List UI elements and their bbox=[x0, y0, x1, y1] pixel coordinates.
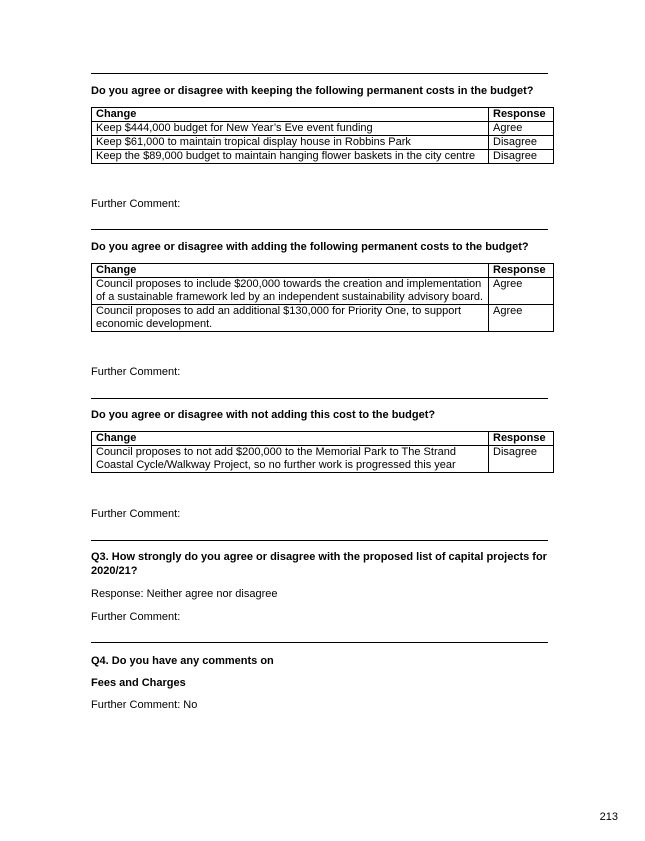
column-header-change: Change bbox=[92, 432, 489, 446]
table-row bbox=[92, 136, 554, 150]
section-divider bbox=[91, 229, 548, 230]
section3-table bbox=[91, 431, 554, 473]
section-divider bbox=[91, 642, 548, 643]
change-cell: Council proposes to add an additional $130,000 for Priority One, to support economic development. bbox=[92, 305, 489, 332]
q3-question: Q3. How strongly do you agree or disagree with the proposed list of capital projects for 2020/21? bbox=[91, 551, 547, 577]
response-cell: Agree bbox=[489, 278, 554, 305]
response-cell: Disagree bbox=[489, 150, 554, 164]
change-cell: Keep $444,000 budget for New Year’s Eve event funding bbox=[92, 122, 489, 136]
column-header-response: Response bbox=[489, 432, 554, 446]
q4-subheading: Fees and Charges bbox=[91, 677, 186, 689]
section2-question: Do you agree or disagree with adding the following permanent costs to the budget? bbox=[91, 241, 529, 253]
table-header-row bbox=[92, 264, 554, 278]
section2-table bbox=[91, 263, 554, 332]
response-cell: Agree bbox=[489, 122, 554, 136]
section-divider bbox=[91, 540, 548, 541]
further-comment-label: Further Comment: bbox=[91, 611, 181, 623]
change-cell: Council proposes to include $200,000 towards the creation and implementation of a sustainable framework led by an independent sustainability advisory board. bbox=[92, 278, 489, 305]
response-cell: Agree bbox=[489, 305, 554, 332]
response-cell: Disagree bbox=[489, 446, 554, 473]
section3-question: Do you agree or disagree with not adding this cost to the budget? bbox=[91, 409, 436, 421]
q4-further-comment: Further Comment: No bbox=[91, 699, 198, 711]
q3-response: Response: Neither agree nor disagree bbox=[91, 588, 278, 600]
change-cell: Keep the $89,000 budget to maintain hanging flower baskets in the city centre bbox=[92, 150, 489, 164]
page-number: 213 bbox=[599, 811, 618, 823]
section1-table bbox=[91, 107, 554, 164]
table-row bbox=[92, 150, 554, 164]
column-header-response: Response bbox=[489, 264, 554, 278]
table-row bbox=[92, 122, 554, 136]
further-comment-label: Further Comment: bbox=[91, 508, 181, 520]
section1-question: Do you agree or disagree with keeping the following permanent costs in the budget? bbox=[91, 85, 534, 97]
response-cell: Disagree bbox=[489, 136, 554, 150]
column-header-change: Change bbox=[92, 108, 489, 122]
q4-question: Q4. Do you have any comments on bbox=[91, 655, 274, 667]
column-header-change: Change bbox=[92, 264, 489, 278]
further-comment-label: Further Comment: bbox=[91, 198, 181, 210]
further-comment-label: Further Comment: bbox=[91, 366, 181, 378]
section-divider bbox=[91, 398, 548, 399]
section-divider bbox=[91, 73, 548, 74]
change-cell: Council proposes to not add $200,000 to the Memorial Park to The Strand Coastal Cycle/Walkway Project, so no further work is progressed this year bbox=[92, 446, 489, 473]
table-header-row bbox=[92, 108, 554, 122]
table-header-row bbox=[92, 432, 554, 446]
table-row bbox=[92, 446, 554, 473]
change-cell: Keep $61,000 to maintain tropical display house in Robbins Park bbox=[92, 136, 489, 150]
table-row bbox=[92, 278, 554, 305]
column-header-response: Response bbox=[489, 108, 554, 122]
table-row bbox=[92, 305, 554, 332]
